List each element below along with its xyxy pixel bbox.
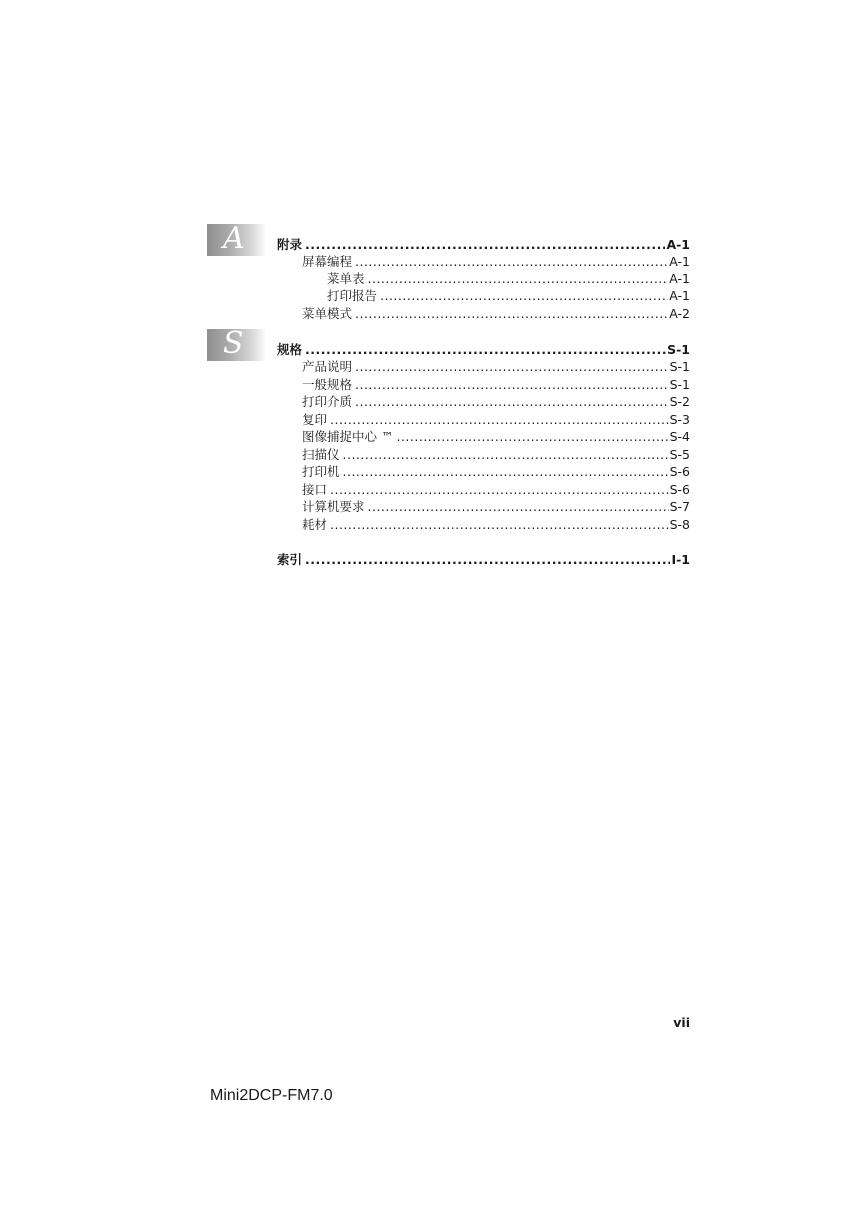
dot-leader xyxy=(380,287,668,305)
toc-label: 菜单模式 xyxy=(302,306,353,321)
toc-page: A-1 xyxy=(666,237,690,252)
toc-page: S-5 xyxy=(669,447,690,462)
toc-item-interface[interactable] xyxy=(302,481,690,499)
dot-leader xyxy=(330,411,669,429)
dot-leader xyxy=(355,305,668,323)
footer-model-code: Mini2DCP-FM7.0 xyxy=(210,1087,333,1104)
dot-leader xyxy=(368,270,669,288)
toc-page: S-6 xyxy=(669,464,690,479)
toc-page: S-3 xyxy=(669,412,690,427)
toc-page: S-8 xyxy=(669,517,690,532)
toc-item-general-specs[interactable] xyxy=(302,376,690,394)
toc-label: 产品说明 xyxy=(302,359,353,374)
toc-label: 索引 xyxy=(277,552,303,567)
dot-leader xyxy=(330,516,669,534)
toc-page: S-1 xyxy=(667,342,690,357)
toc-label: 一般规格 xyxy=(302,377,353,392)
toc-item-scanner[interactable] xyxy=(302,446,690,464)
section-tab-specifications xyxy=(207,326,267,361)
toc-item-image-capture-center[interactable] xyxy=(302,428,690,446)
dot-leader xyxy=(355,393,669,411)
toc-label: 计算机要求 xyxy=(302,499,365,514)
dot-leader xyxy=(305,341,666,359)
dot-leader xyxy=(343,463,669,481)
toc-heading-index[interactable] xyxy=(277,551,690,569)
toc-page: A-2 xyxy=(669,306,690,321)
toc-page: A-1 xyxy=(669,288,690,303)
toc-page: S-6 xyxy=(669,482,690,497)
toc-label: 扫描仪 xyxy=(302,447,340,462)
toc-page: S-7 xyxy=(669,499,690,514)
tab-letter-s: S xyxy=(223,326,244,361)
toc-label: 屏幕编程 xyxy=(302,254,353,269)
toc-page: S-4 xyxy=(669,429,690,444)
dot-leader xyxy=(330,481,669,499)
toc-label: 接口 xyxy=(302,482,328,497)
toc-label: 图像捕捉中心 ™ xyxy=(302,429,394,444)
toc-label: 打印机 xyxy=(302,464,340,479)
toc-item-product-description[interactable] xyxy=(302,358,690,376)
toc-item-menu-mode[interactable] xyxy=(302,305,690,323)
section-tab-appendix xyxy=(207,221,267,256)
toc-label: 菜单表 xyxy=(327,271,365,286)
toc-page: S-1 xyxy=(669,377,690,392)
dot-leader xyxy=(305,236,665,254)
dot-leader xyxy=(368,498,669,516)
toc-item-screen-programming[interactable] xyxy=(302,253,690,271)
toc-page: S-1 xyxy=(669,359,690,374)
toc-item-print-reports[interactable] xyxy=(327,287,690,305)
dot-leader xyxy=(355,376,669,394)
dot-leader xyxy=(343,446,669,464)
toc-heading-specifications[interactable] xyxy=(277,341,690,359)
dot-leader xyxy=(355,253,668,271)
toc-item-copy[interactable] xyxy=(302,411,690,429)
toc-page: A-1 xyxy=(669,254,690,269)
dot-leader xyxy=(355,358,669,376)
tab-letter-a: A xyxy=(223,221,245,256)
toc-item-print-media[interactable] xyxy=(302,393,690,411)
toc-label: 耗材 xyxy=(302,517,328,532)
dot-leader xyxy=(305,551,670,569)
page-number: vii xyxy=(673,1015,690,1030)
toc-item-menu-table[interactable] xyxy=(327,270,690,288)
toc-item-printer[interactable] xyxy=(302,463,690,481)
toc-heading-appendix[interactable] xyxy=(277,236,690,254)
toc-label: 附录 xyxy=(277,237,303,252)
toc-label: 打印报告 xyxy=(327,288,378,303)
toc-page: A-1 xyxy=(669,271,690,286)
toc-label: 打印介质 xyxy=(302,394,353,409)
toc-page: S-2 xyxy=(669,394,690,409)
dot-leader xyxy=(396,428,668,446)
toc-page: I-1 xyxy=(671,552,690,567)
toc-label: 复印 xyxy=(302,412,328,427)
toc-label: 规格 xyxy=(277,342,303,357)
toc-item-computer-requirements[interactable] xyxy=(302,498,690,516)
toc-item-consumables[interactable] xyxy=(302,516,690,534)
